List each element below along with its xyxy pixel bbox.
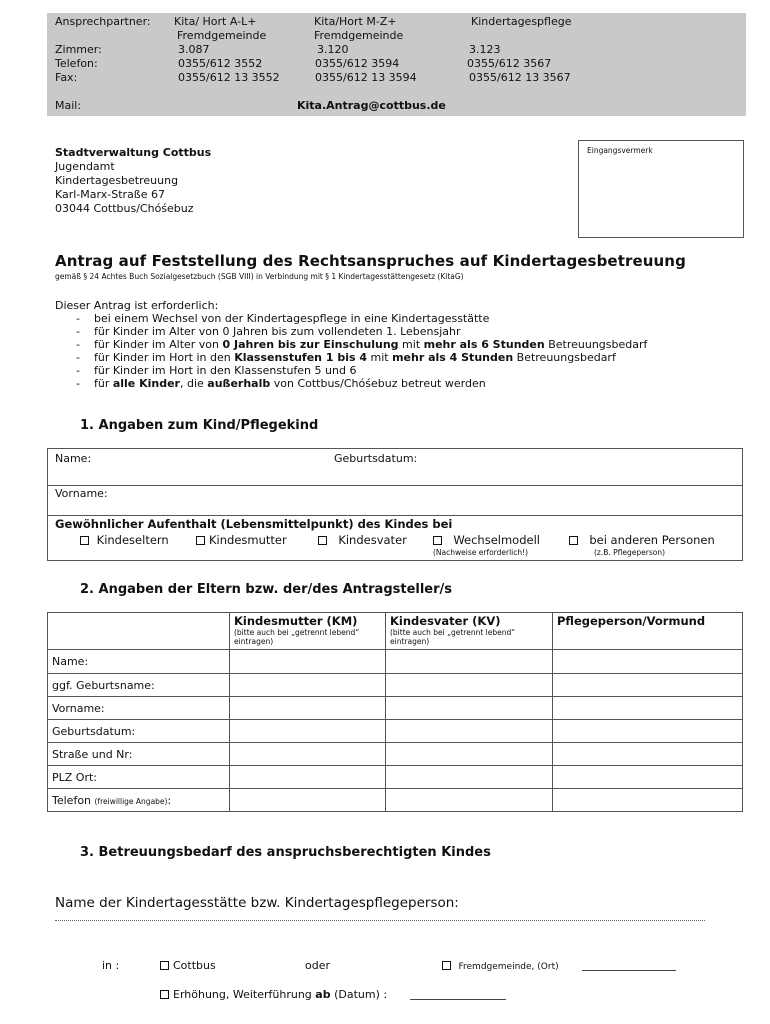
oder-label: oder: [305, 959, 331, 972]
input-cell[interactable]: [386, 697, 553, 720]
table-row: [48, 743, 743, 766]
parents-table: [47, 612, 743, 812]
page-title: Antrag auf Feststellung des Rechtsanspruches auf Kindertagesbetreuung: [55, 252, 686, 270]
row-label: ggf. Geburtsname:: [48, 674, 230, 697]
row-label: PLZ Ort:: [48, 766, 230, 789]
checkbox-icon[interactable]: [160, 990, 169, 999]
opt-erhoehung[interactable]: Erhöhung, Weiterführung ab (Datum) :: [160, 988, 387, 1001]
contact-box: [47, 13, 746, 116]
header-pv: Pflegeperson/Vormund: [553, 613, 743, 650]
contact-col1-telefon: 0355/612 3552: [178, 57, 263, 70]
contact-col2-name: Kita/Hort M-Z+: [314, 15, 397, 28]
stamp-label: Eingangsvermerk: [587, 146, 653, 155]
contact-col2-name2: Fremdgemeinde: [314, 29, 404, 42]
checkbox-icon[interactable]: [318, 536, 327, 545]
checkbox-icon[interactable]: [442, 961, 451, 970]
input-cell[interactable]: [230, 743, 386, 766]
intro-bullet-4: - für Kinder im Hort in den Klassenstufen 1 bis 4 mit mehr als 4 Stunden Betreuungsbedarf: [76, 351, 616, 364]
kita-name-line[interactable]: [55, 920, 705, 921]
input-cell[interactable]: [553, 697, 743, 720]
intro-bullet-1: - bei einem Wechsel von der Kindertagespflege in eine Kindertagesstätte: [76, 312, 490, 325]
contact-col3-telefon: 0355/612 3567: [467, 57, 552, 70]
page-subtitle: gemäß § 24 Achtes Buch Sozialgesetzbuch (SGB VIII) in Verbindung mit § 1 Kindertagesstättengesetz (KitaG): [55, 272, 464, 281]
opt-andere-personen[interactable]: bei anderen Personen: [569, 533, 715, 547]
row-label-telefon: Telefon:: [55, 57, 98, 70]
opt-kindeseltern[interactable]: Kindeseltern: [80, 533, 169, 547]
kita-name-label: Name der Kindertagesstätte bzw. Kindertagespflegeperson:: [55, 895, 459, 911]
header-km: Kindesmutter (KM) (bitte auch bei „getrennt lebend“ eintragen): [230, 613, 386, 650]
row-label: Name:: [48, 650, 230, 674]
contact-col3-fax: 0355/612 13 3567: [469, 71, 571, 84]
row-label: Straße und Nr:: [48, 743, 230, 766]
input-cell[interactable]: [386, 720, 553, 743]
input-cell[interactable]: [386, 743, 553, 766]
table-row: [48, 766, 743, 789]
table-row: [48, 720, 743, 743]
section-3-heading: 3. Betreuungsbedarf des anspruchsberechtigten Kindes: [80, 845, 491, 860]
section-1-heading: 1. Angaben zum Kind/Pflegekind: [80, 418, 319, 433]
address-line-3: Karl-Marx-Straße 67: [55, 188, 165, 201]
row-label: Geburtsdatum:: [48, 720, 230, 743]
checkbox-icon[interactable]: [196, 536, 205, 545]
header-kv: Kindesvater (KV) (bitte auch bei „getrennt lebend“ eintragen): [386, 613, 553, 650]
intro-bullet-5: - für Kinder im Hort in den Klassenstufen 5 und 6: [76, 364, 357, 377]
contact-col1-name: Kita/ Hort A-L+: [174, 15, 257, 28]
input-cell[interactable]: [386, 789, 553, 812]
residence-label: Gewöhnlicher Aufenthalt (Lebensmittelpunkt) des Kindes bei: [55, 517, 453, 531]
opt-kindesvater[interactable]: Kindesvater: [318, 533, 407, 547]
input-cell[interactable]: [230, 789, 386, 812]
address-line-2: Kindertagesbetreuung: [55, 174, 179, 187]
in-label: in :: [102, 959, 120, 972]
contact-col1-zimmer: 3.087: [178, 43, 210, 56]
input-cell[interactable]: [553, 650, 743, 674]
intro-lead: Dieser Antrag ist erforderlich:: [55, 299, 219, 312]
checkbox-icon[interactable]: [569, 536, 578, 545]
input-cell[interactable]: [386, 674, 553, 697]
input-cell[interactable]: [386, 650, 553, 674]
table-row: [48, 650, 743, 674]
contact-col2-zimmer: 3.120: [317, 43, 349, 56]
opt-cottbus[interactable]: Cottbus: [160, 959, 216, 972]
input-cell[interactable]: [553, 674, 743, 697]
row-label-mail: Mail:: [55, 99, 82, 112]
fremdgemeinde-ort-line[interactable]: [582, 970, 676, 971]
opt-kindesmutter[interactable]: Kindesmutter: [196, 533, 287, 547]
contact-label: Ansprechpartner:: [55, 15, 151, 28]
row-label-fax: Fax:: [55, 71, 78, 84]
input-cell[interactable]: [230, 766, 386, 789]
address-org: Stadtverwaltung Cottbus: [55, 146, 212, 159]
contact-mail: Kita.Antrag@cottbus.de: [297, 99, 446, 112]
input-cell[interactable]: [230, 650, 386, 674]
checkbox-icon[interactable]: [160, 961, 169, 970]
address-line-1: Jugendamt: [55, 160, 115, 173]
checkbox-icon[interactable]: [80, 536, 89, 545]
contact-col1-fax: 0355/612 13 3552: [178, 71, 280, 84]
input-cell[interactable]: [230, 720, 386, 743]
erhoehung-date-line[interactable]: [410, 999, 506, 1000]
child-birthdate-label: Geburtsdatum:: [334, 452, 418, 465]
residence-note-2: (z.B. Pflegeperson): [594, 548, 666, 557]
contact-col1-name2: Fremdgemeinde: [177, 29, 267, 42]
header-empty-cell: [48, 613, 230, 650]
stamp-box[interactable]: [578, 140, 744, 238]
input-cell[interactable]: [386, 766, 553, 789]
section-2-heading: 2. Angaben der Eltern bzw. der/des Antragsteller/s: [80, 582, 453, 597]
child-firstname-label: Vorname:: [55, 487, 108, 500]
contact-col3-name: Kindertagespflege: [471, 15, 572, 28]
row-label-telefon: Telefon (freiwillige Angabe):: [48, 789, 230, 812]
input-cell[interactable]: [553, 720, 743, 743]
table-row: [48, 789, 743, 812]
opt-fremdgemeinde[interactable]: Fremdgemeinde, (Ort): [442, 959, 559, 972]
intro-bullet-3: - für Kinder im Alter von 0 Jahren bis zur Einschulung mit mehr als 6 Stunden Betreuungsbedarf: [76, 338, 648, 351]
contact-col2-fax: 0355/612 13 3594: [315, 71, 417, 84]
input-cell[interactable]: [230, 674, 386, 697]
opt-wechselmodell[interactable]: Wechselmodell: [433, 533, 540, 547]
child-name-label: Name:: [55, 452, 92, 465]
address-line-4: 03044 Cottbus/Chóśebuz: [55, 202, 194, 215]
input-cell[interactable]: [230, 697, 386, 720]
row-label: Vorname:: [48, 697, 230, 720]
intro-bullet-6: - für alle Kinder, die außerhalb von Cottbus/Chóśebuz betreut werden: [76, 377, 486, 390]
table-row: [48, 697, 743, 720]
contact-col2-telefon: 0355/612 3594: [315, 57, 400, 70]
residence-note-1: (Nachweise erforderlich!): [433, 548, 529, 557]
input-cell[interactable]: [553, 789, 743, 812]
intro-bullet-2: - für Kinder im Alter von 0 Jahren bis zum vollendeten 1. Lebensjahr: [76, 325, 461, 338]
checkbox-icon[interactable]: [433, 536, 442, 545]
input-cell[interactable]: [553, 743, 743, 766]
child-info-box: [47, 448, 743, 561]
row-label-zimmer: Zimmer:: [55, 43, 102, 56]
input-cell[interactable]: [553, 766, 743, 789]
contact-col3-zimmer: 3.123: [469, 43, 501, 56]
table-row: [48, 674, 743, 697]
